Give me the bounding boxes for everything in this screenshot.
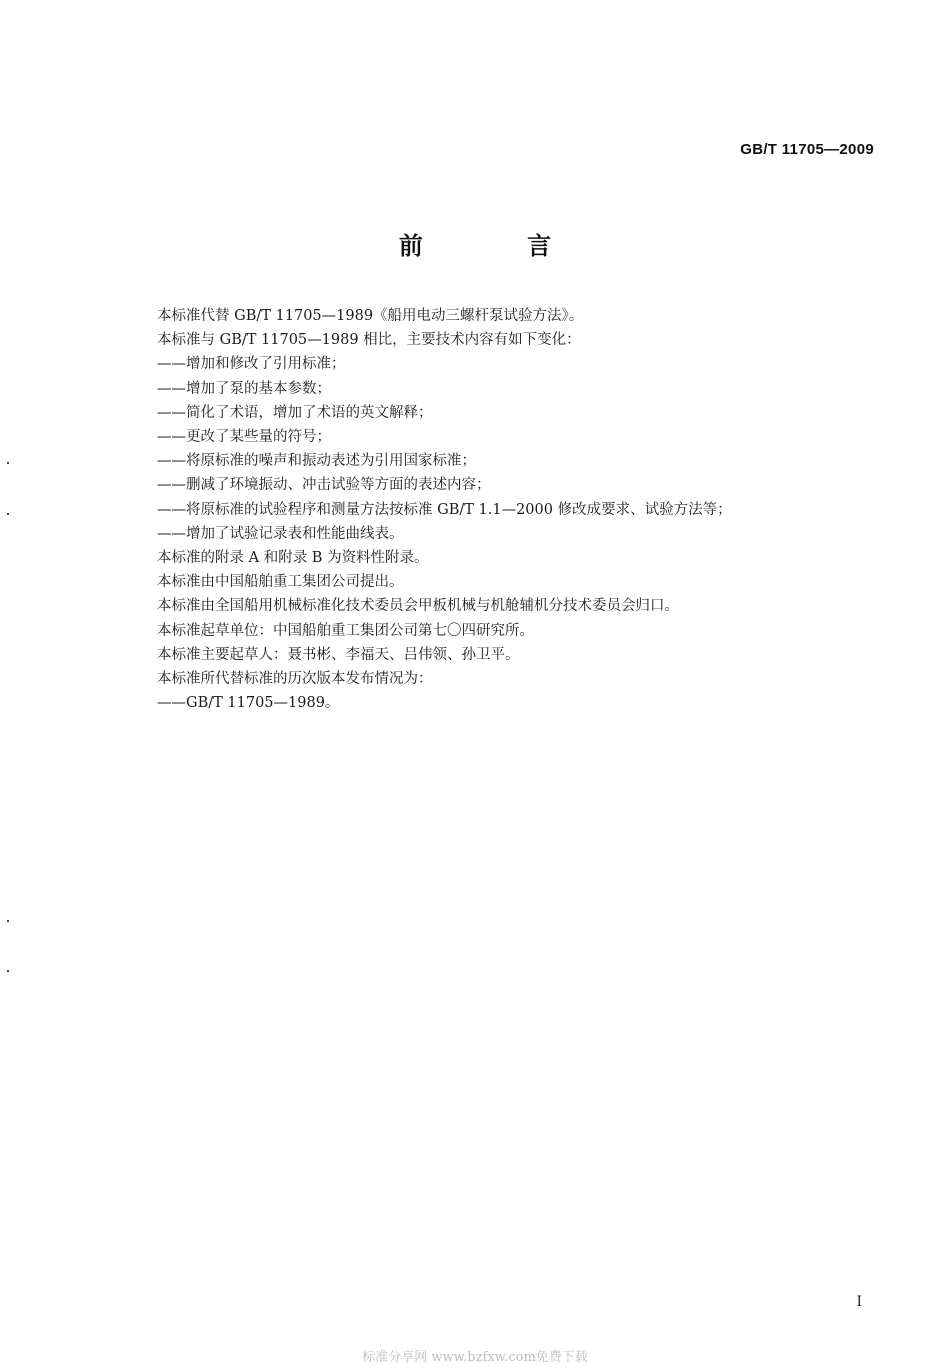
paragraph-line: 本标准由全国船用机械标准化技术委员会甲板机械与机舱辅机分技术委员会归口。 bbox=[157, 598, 679, 615]
paragraph-line: 本标准主要起草人：聂书彬、李福天、吕伟领、孙卫平。 bbox=[157, 646, 520, 663]
list-item: ——更改了某些量的符号； bbox=[157, 429, 331, 446]
paragraph-line: 本标准所代替标准的历次版本发布情况为： bbox=[157, 671, 433, 688]
scan-mark bbox=[7, 513, 9, 515]
paragraph-line: 本标准由中国船舶重工集团公司提出。 bbox=[157, 574, 404, 591]
list-item: ——简化了术语，增加了术语的英文解释； bbox=[157, 404, 433, 421]
paragraph-line: 本标准代替 GB/T 11705—1989《船用电动三螺杆泵试验方法》。 bbox=[157, 308, 584, 324]
list-item: ——将原标准的噪声和振动表述为引用国家标准； bbox=[157, 453, 476, 470]
scan-mark bbox=[7, 920, 9, 922]
list-item: ——GB/T 11705—1989。 bbox=[157, 695, 340, 712]
list-item: ——增加了泵的基本参数； bbox=[157, 380, 331, 397]
page-title: 前 言 bbox=[398, 232, 600, 260]
watermark: 标准分享网 www.bzfxw.com免费下载 bbox=[362, 1350, 588, 1365]
scan-mark bbox=[7, 462, 9, 464]
scan-mark bbox=[7, 970, 9, 972]
paragraph-line: 本标准起草单位：中国船舶重工集团公司第七〇四研究所。 bbox=[157, 622, 534, 639]
list-item: ——删减了环境振动、冲击试验等方面的表述内容； bbox=[157, 477, 491, 494]
paragraph-line: 本标准与 GB/T 11705—1989 相比，主要技术内容有如下变化： bbox=[157, 332, 581, 349]
list-item: ——将原标准的试验程序和测量方法按标准 GB/T 1.1—2000 修改成要求、试验方法等； bbox=[157, 501, 732, 518]
list-item: ——增加了试验记录表和性能曲线表。 bbox=[157, 525, 404, 542]
document-code: GB/T 11705—2009 bbox=[740, 141, 874, 158]
foreword-body bbox=[157, 304, 857, 715]
paragraph-line: 本标准的附录 A 和附录 B 为资料性附录。 bbox=[157, 550, 429, 567]
list-item: ——增加和修改了引用标准； bbox=[157, 356, 346, 373]
page-number: I bbox=[856, 1294, 862, 1310]
